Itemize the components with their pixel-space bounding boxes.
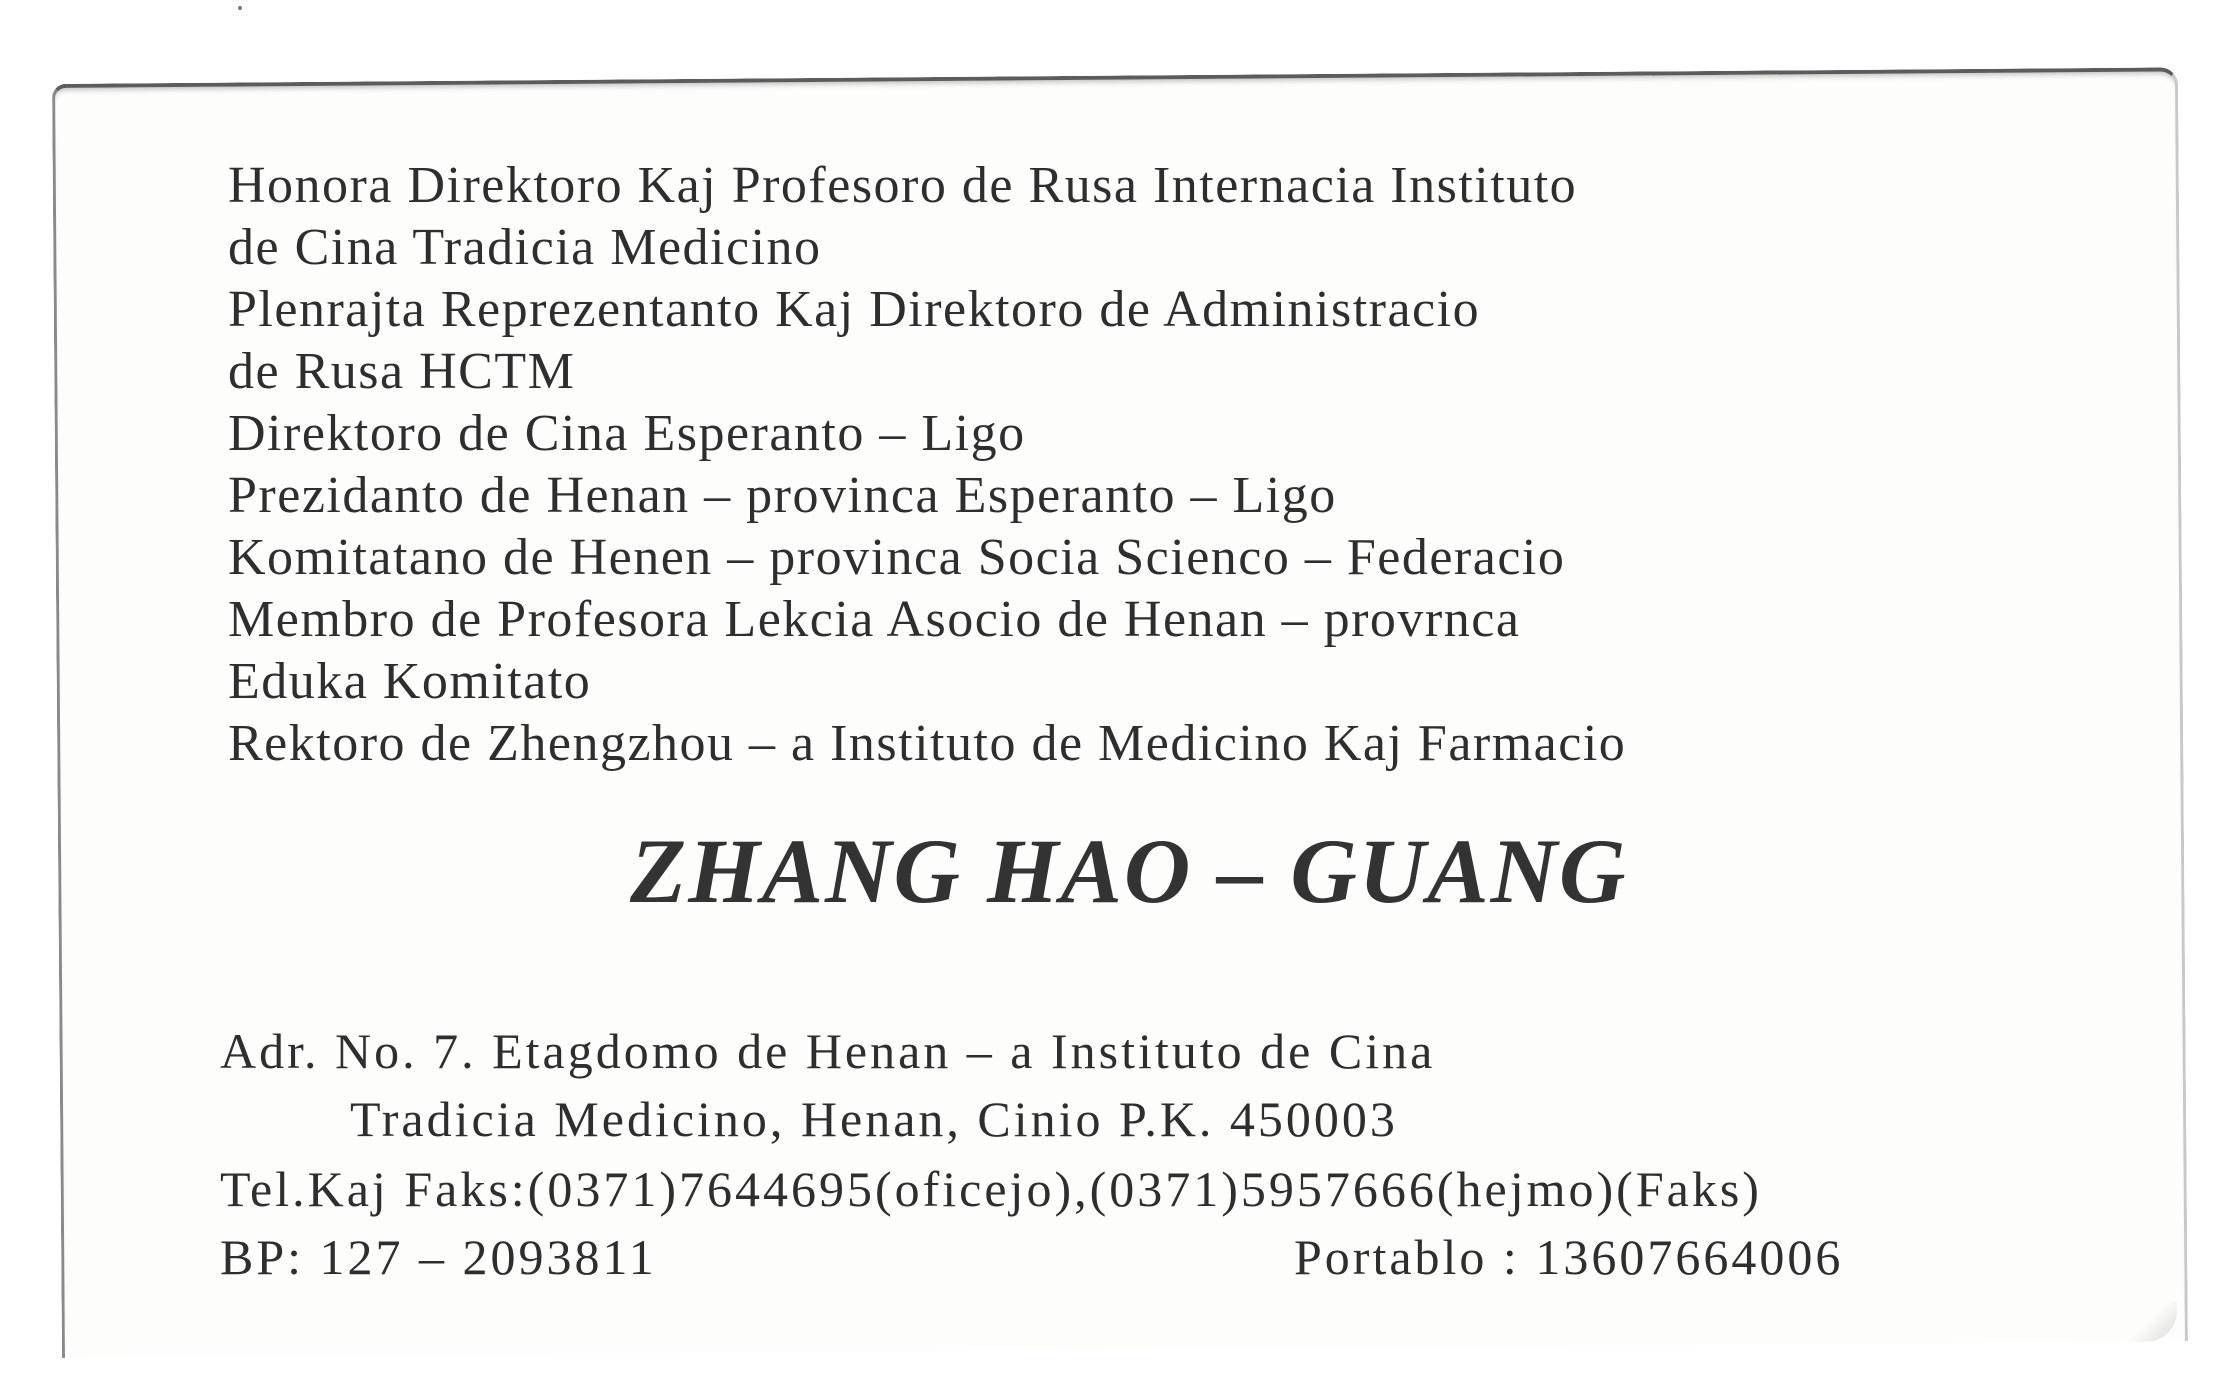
title-list [228, 155, 1626, 775]
bp-number: BP: 127 – 2093811 [220, 1229, 657, 1285]
portable-number: Portablo : 13607664006 [1294, 1229, 1844, 1285]
title-line: Rektoro de Zhengzhou – a Instituto de Medicino Kaj Farmacio [228, 715, 1627, 772]
card-corner-shadow [2117, 1301, 2177, 1341]
address-line-2: Tradicia Medicino, Henan, Cinio P.K. 450003 [350, 1091, 1398, 1147]
title-line: Plenrajta Reprezentanto Kaj Direktoro de Administracio [228, 281, 1481, 338]
title-line: Prezidanto de Henan – provinca Esperanto – Ligo [228, 467, 1337, 524]
title-line: Honora Direktoro Kaj Profesoro de Rusa Internacia Instituto [228, 157, 1578, 214]
title-line: Direktoro de Cina Esperanto – Ligo [228, 405, 1026, 462]
title-line: de Rusa HCTM [228, 343, 576, 400]
dust-speck [238, 6, 242, 10]
title-line: Eduka Komitato [228, 653, 592, 710]
address-line-1: Adr. No. 7. Etagdomo de Henan – a Instituto de Cina [220, 1023, 1436, 1079]
title-line: de Cina Tradicia Medicino [228, 219, 822, 276]
title-line: Membro de Profesora Lekcia Asocio de Henan – provrnca [228, 591, 1521, 648]
person-name: ZHANG HAO – GUANG [630, 820, 1628, 922]
tel-fax-line: Tel.Kaj Faks:(0371)7644695(oficejo),(0371)5957666(hejmo)(Faks) [220, 1161, 1762, 1217]
title-line: Komitatano de Henen – provinca Socia Scienco – Federacio [228, 529, 1566, 586]
